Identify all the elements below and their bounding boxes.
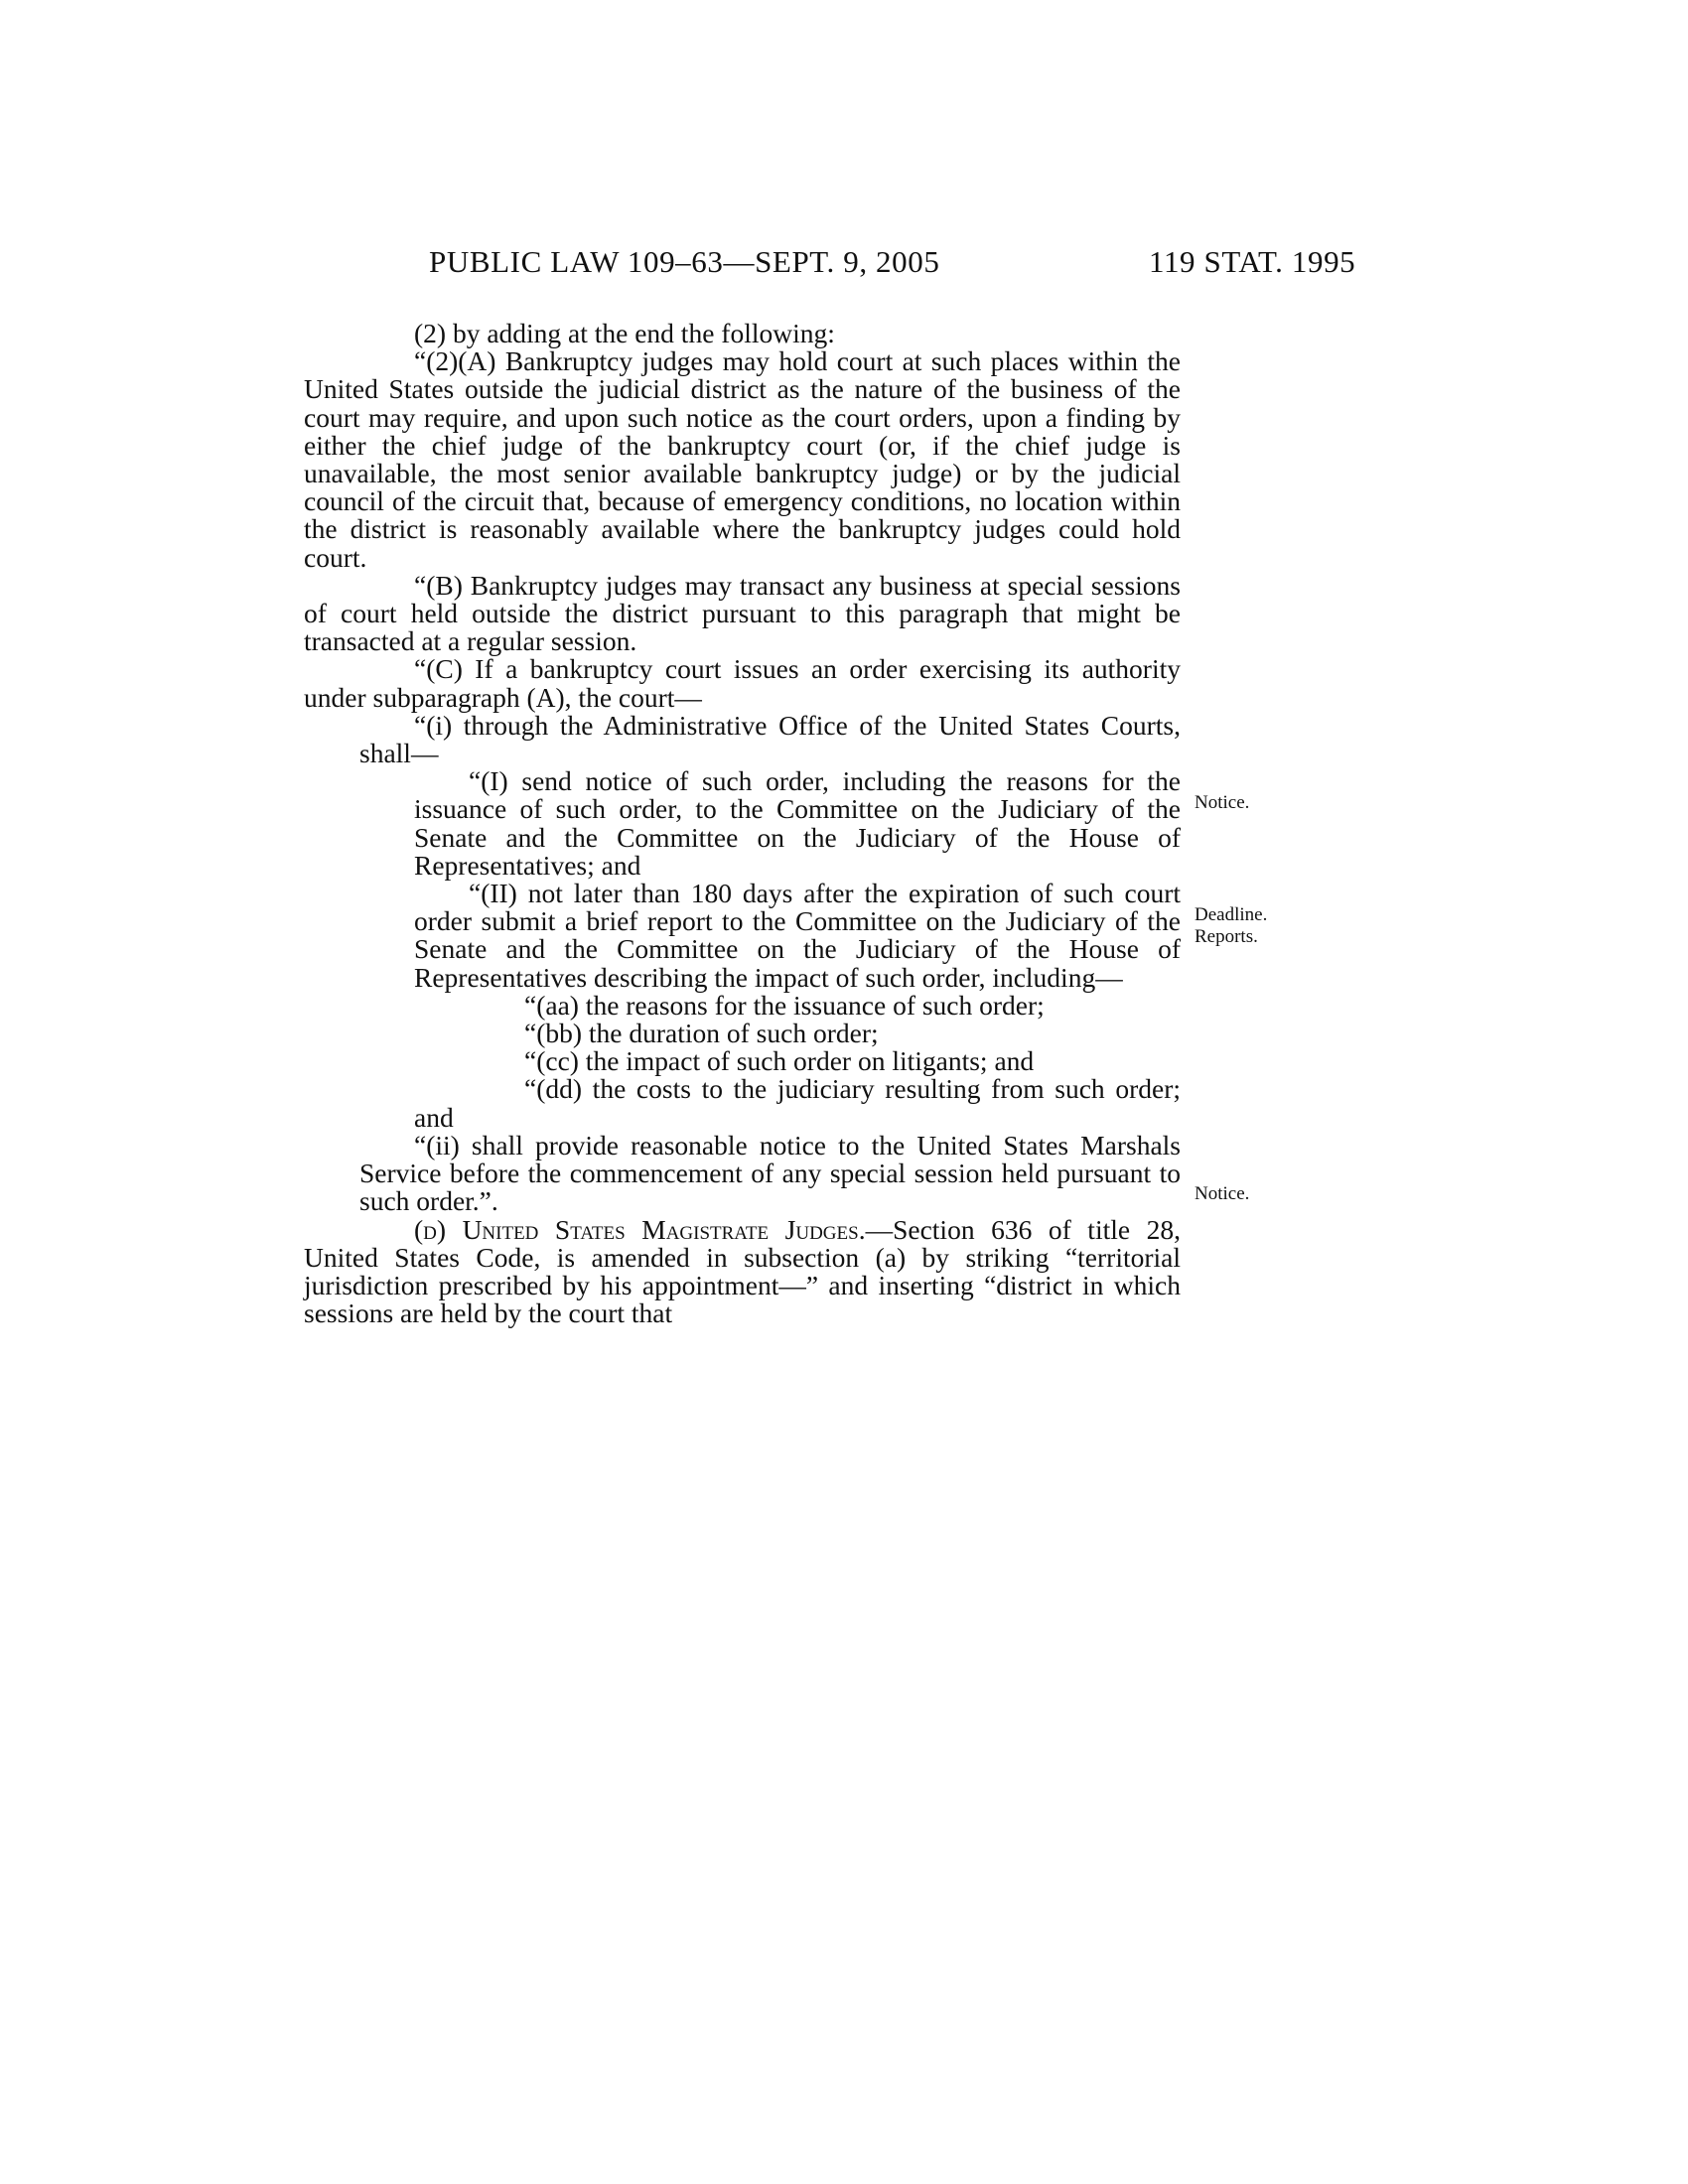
margin-note-notice-2: Notice. (1195, 1183, 1250, 1204)
margin-note-notice: Notice. (1195, 792, 1250, 813)
subsection-d-body: —Section 636 of title 28, United States Code, is amended in subsection (a) by striking “territorial jurisdiction prescribed by his appointment—” and inserting “district in which sessions are held by the court that (304, 1213, 1181, 1329)
subsection-d-heading: (d) United States Magistrate Judges. (414, 1213, 866, 1245)
subclause-II: “(II) not later than 180 days after the expiration of such court order submit a brief report to the Committee on the Judiciary of the Senate and the Committee on the Judiciary of the House of Representatives describing the impact of such order, including— (414, 878, 1181, 993)
margin-note-deadline: Deadline. (1195, 904, 1268, 925)
item-aa: “(aa) the reasons for the issuance of such order; (524, 989, 1045, 1021)
item-dd: “(dd) the costs to the judiciary resulting from such order; and (414, 1073, 1181, 1133)
public-law-title: PUBLIC LAW 109–63—SEPT. 9, 2005 (429, 244, 940, 279)
subparagraph-c: “(C) If a bankruptcy court issues an order exercising its authority under subparagraph (A), the court— (304, 653, 1181, 713)
clause-i: “(i) through the Administrative Office of the United States Courts, shall— (359, 709, 1181, 769)
item-cc: “(cc) the impact of such order on litigants; and (524, 1045, 1035, 1077)
clause-ii: “(ii) shall provide reasonable notice to the United States Marshals Service before the commencement of any special session held pursuant to such order.”. (359, 1129, 1181, 1217)
statute-body (304, 320, 1181, 1327)
subsection-d (304, 1213, 1181, 1329)
page-header (0, 244, 1688, 284)
item-bb: “(bb) the duration of such order; (524, 1018, 879, 1049)
margin-note-reports: Reports. (1195, 926, 1258, 947)
subparagraph-b: “(B) Bankruptcy judges may transact any business at special sessions of court held outside the district pursuant to this paragraph that might be transacted at a regular session. (304, 569, 1181, 657)
paragraph-2-intro: (2) by adding at the end the following: (414, 318, 835, 348)
subparagraph-2a: “(2)(A) Bankruptcy judges may hold court at such places within the United States outside the judicial district as the nature of the business of the court may require, and upon such notice as the court orders, upon a finding by either the chief judge of the bankruptcy court (or, if the chief judge is unavailable, the most senior available bankruptcy judge) or by the judicial council of the circuit that, because of emergency conditions, no location within the district is reasonably available where the bankruptcy judges could hold court. (304, 345, 1181, 573)
statute-page-number: 119 STAT. 1995 (1149, 244, 1356, 279)
subclause-I: “(I) send notice of such order, including the reasons for the issuance of such order, to the Committee on the Judiciary of the Senate and the Committee on the Judiciary of the House of Representatives; and (414, 765, 1181, 881)
